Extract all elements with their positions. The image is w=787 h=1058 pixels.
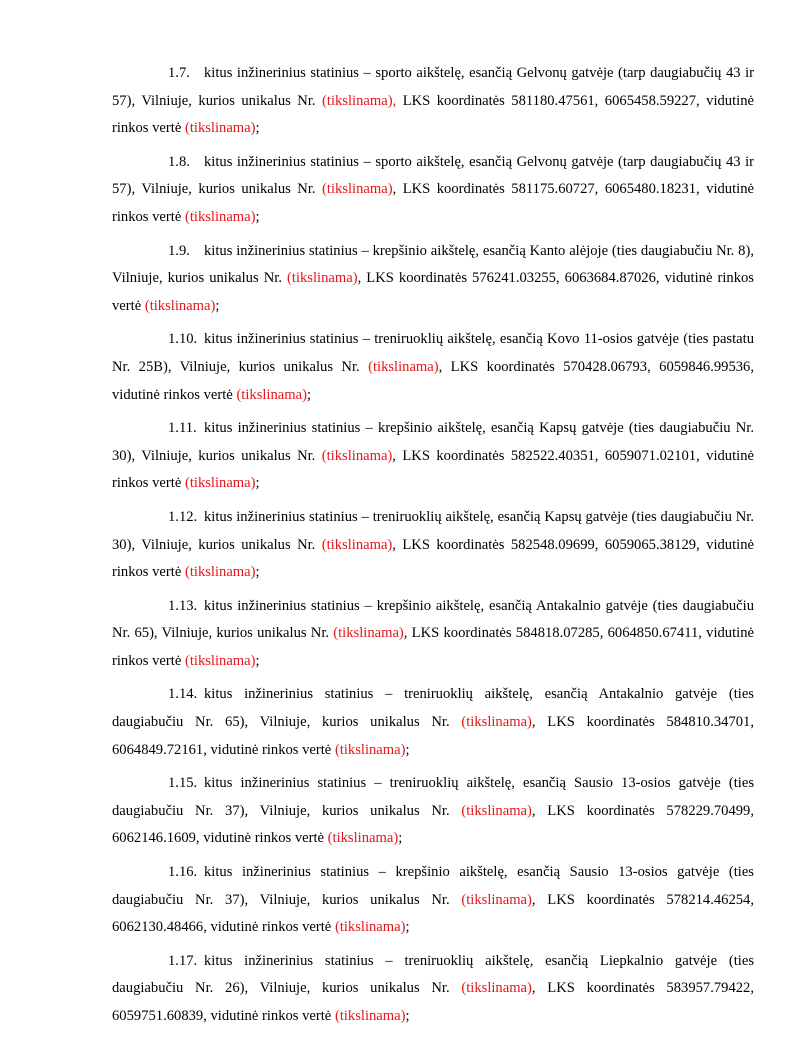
item-coordinates: , LKS koordinatės 578214.46254, 6062130.48466, vidutinė rinkos vertė: [112, 891, 754, 936]
item-terminator: ;: [405, 1008, 410, 1024]
item-description: kitus inžinerinius statinius – sporto aikštelę, esančią Gelvonų gatvėje (tarp daugiabučių 43 ir 57), Vilniuje, kurios unikalus Nr.: [112, 65, 754, 109]
list-item-1-16: [112, 859, 754, 942]
list-item-1-13: [112, 593, 754, 676]
item-description: kitus inžinerinius statinius – krepšinio aikštelę, esančią Sausio 13-osios gatvėje (ties daugiabučiu Nr. 37), Vilniuje, kurios unikalus Nr.: [112, 864, 754, 908]
item-number: 1.17.: [168, 952, 198, 969]
unique-number-placeholder: (tikslinama): [461, 891, 532, 908]
item-terminator: ;: [398, 830, 403, 847]
item-number: 1.7.: [168, 65, 190, 81]
unique-number-placeholder: (tikslinama): [461, 980, 532, 997]
item-terminator: ;: [306, 386, 312, 403]
item-number: 1.13.: [168, 597, 198, 614]
item-coordinates: , LKS koordinatės 584810.34701, 6064849.72161, vidutinė rinkos vertė: [112, 714, 754, 758]
item-coordinates: , LKS koordinatės 578229.70499, 6062146.1609, vidutinė rinkos vertė: [112, 802, 754, 847]
list-item-1-11: [112, 415, 754, 498]
item-coordinates: , LKS koordinatės 581175.60727, 6065480.18231, vidutinė rinkos vertė: [112, 181, 754, 225]
item-number: 1.14.: [168, 686, 198, 703]
item-coordinates: , LKS koordinatės 570428.06793, 6059846.99536, vidutinė rinkos vertė: [112, 358, 755, 403]
item-number: 1.10.: [168, 331, 198, 348]
market-value-placeholder: (tikslinama): [184, 120, 256, 137]
market-value-placeholder: (tikslinama): [334, 1008, 406, 1024]
item-terminator: ;: [255, 652, 260, 669]
market-value-placeholder: (tikslinama): [184, 475, 256, 492]
unique-number-placeholder: (tikslinama): [368, 358, 439, 375]
item-description: kitus inžinerinius statinius – krepšinio aikštelę, esančią Kanto alėjoje (ties daugiabučiu Nr. 8), Vilniuje, kurios unikalus Nr.: [112, 242, 754, 287]
list-item-1-10: [112, 326, 754, 409]
item-coordinates: LKS koordinatės 581180.47561, 6065458.59227, vidutinė rinkos vertė: [112, 92, 754, 137]
item-number: 1.12.: [168, 508, 198, 525]
item-description: kitus inžinerinius statinius – krepšinio aikštelę, esančią Antakalnio gatvėje (ties daugiabučiu Nr. 65), Vilniuje, kurios unikalus Nr.: [112, 597, 754, 642]
item-coordinates: , LKS koordinatės 583957.79422, 6059751.60839, vidutinė rinkos vertė: [112, 980, 754, 1024]
list-item-1-14: [112, 681, 754, 764]
unique-number-placeholder: (tikslinama): [322, 181, 393, 198]
unique-number-placeholder: (tikslinama): [461, 714, 532, 731]
item-description: kitus inžinerinius statinius – sporto aikštelę, esančią Gelvonų gatvėje (tarp daugiabučių 43 ir 57), Vilniuje, kurios unikalus Nr.: [112, 153, 754, 198]
item-description: kitus inžinerinius statinius – treniruoklių aikštelę, esančią Kovo 11-osios gatvėje (ties pastatu Nr. 25B), Vilniuje, kurios unikalus Nr.: [112, 331, 754, 375]
item-number: 1.15.: [168, 775, 198, 792]
unique-number-placeholder: (tikslinama),: [322, 92, 397, 109]
item-coordinates: , LKS koordinatės 584818.07285, 6064850.67411, vidutinė rinkos vertė: [112, 625, 754, 669]
list-item-1-7: [112, 60, 754, 143]
item-terminator: ;: [405, 741, 410, 758]
document-page: [112, 60, 754, 1037]
unique-number-placeholder: (tikslinama): [321, 536, 393, 553]
market-value-placeholder: (tikslinama): [184, 564, 256, 581]
item-coordinates: , LKS koordinatės 576241.03255, 6063684.87026, vidutinė rinkos vertė: [112, 270, 754, 314]
item-terminator: ;: [255, 208, 260, 225]
item-description: kitus inžinerinius statinius – krepšinio aikštelę, esančią Kapsų gatvėje (ties daugiabučiu Nr. 30), Vilniuje, kurios unikalus Nr.: [112, 420, 754, 464]
market-value-placeholder: (tikslinama): [184, 652, 256, 669]
unique-number-placeholder: (tikslinama): [321, 447, 393, 464]
item-terminator: ;: [255, 120, 260, 137]
list-item-1-17: [112, 948, 754, 1031]
unique-number-placeholder: (tikslinama): [461, 802, 532, 819]
item-number: 1.11.: [168, 420, 197, 437]
item-terminator: ;: [255, 475, 260, 492]
list-item-1-15: [112, 770, 754, 853]
item-terminator: ;: [215, 297, 220, 314]
list-item-1-12: [112, 504, 754, 587]
market-value-placeholder: (tikslinama): [334, 741, 406, 758]
item-number: 1.9.: [168, 242, 190, 259]
item-terminator: ;: [405, 919, 410, 936]
list-item-1-8: [112, 149, 754, 232]
item-terminator: ;: [255, 564, 260, 581]
market-value-placeholder: (tikslinama): [236, 386, 307, 403]
item-number: 1.16.: [168, 864, 198, 881]
unique-number-placeholder: (tikslinama): [333, 625, 404, 642]
market-value-placeholder: (tikslinama): [327, 830, 399, 847]
item-description: kitus inžinerinius statinius – treniruoklių aikštelę, esančią Antakalnio gatvėje (ties daugiabučiu Nr. 65), Vilniuje, kurios unikalus Nr.: [112, 686, 754, 731]
item-coordinates: , LKS koordinatės 582548.09699, 6059065.38129, vidutinė rinkos vertė: [112, 536, 754, 581]
unique-number-placeholder: (tikslinama): [287, 270, 358, 287]
item-coordinates: , LKS koordinatės 582522.40351, 6059071.02101, vidutinė rinkos vertė: [112, 447, 754, 492]
item-description: kitus inžinerinius statinius – treniruoklių aikštelę, esančią Kapsų gatvėje (ties daugiabučiu Nr. 30), Vilniuje, kurios unikalus Nr.: [112, 508, 754, 553]
list-item-1-9: [112, 238, 754, 321]
item-description: kitus inžinerinius statinius – treniruoklių aikštelę, esančią Sausio 13-osios gatvėje (ties daugiabučiu Nr. 37), Vilniuje, kurios unikalus Nr.: [112, 775, 754, 819]
item-description: kitus inžinerinius statinius – treniruoklių aikštelę, esančią Liepkalnio gatvėje (ties daugiabučiu Nr. 26), Vilniuje, kurios unikalus Nr.: [112, 952, 754, 997]
market-value-placeholder: (tikslinama): [184, 208, 256, 225]
market-value-placeholder: (tikslinama): [334, 919, 406, 936]
item-number: 1.8.: [168, 153, 190, 170]
market-value-placeholder: (tikslinama): [144, 297, 216, 314]
